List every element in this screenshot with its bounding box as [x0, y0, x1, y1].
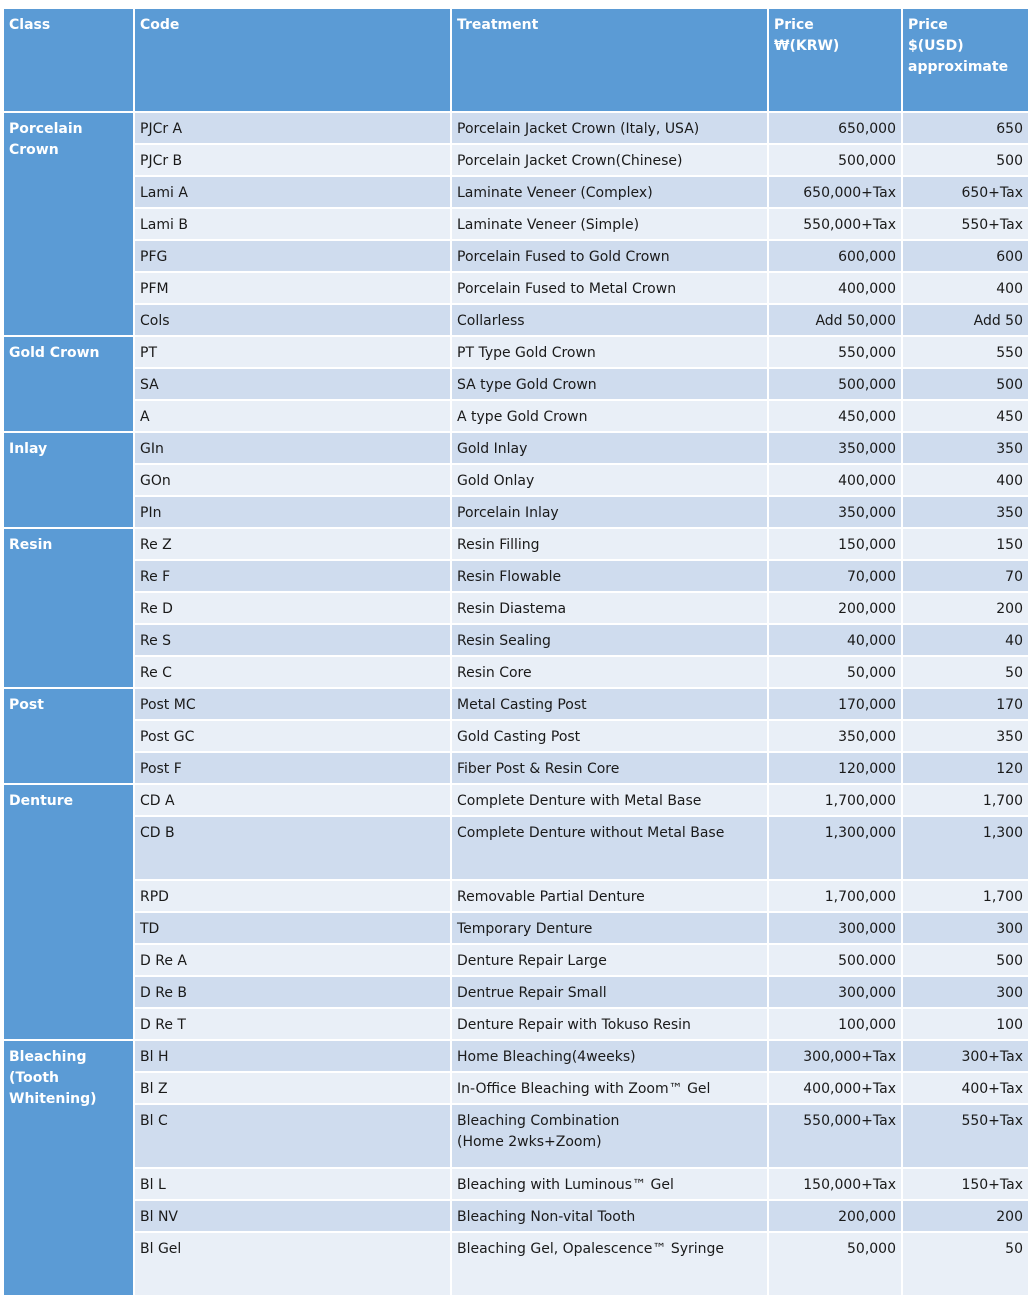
treatment-cell: Dentrue Repair Small [451, 976, 768, 1008]
header-class: Class [3, 8, 134, 112]
header-price-usd: Price $(USD) approximate [902, 8, 1029, 112]
table-row [3, 560, 1029, 592]
price-krw-cell: 350,000 [768, 432, 902, 464]
price-krw-cell: 650,000+Tax [768, 176, 902, 208]
price-krw-cell: 120,000 [768, 752, 902, 784]
price-krw-cell: 170,000 [768, 688, 902, 720]
price-krw-cell: 500,000 [768, 144, 902, 176]
price-usd-cell: 400 [902, 272, 1029, 304]
price-krw-cell: 40,000 [768, 624, 902, 656]
price-krw-cell: 400,000 [768, 464, 902, 496]
code-cell: GOn [134, 464, 451, 496]
treatment-cell: Bleaching with Luminous™ Gel [451, 1168, 768, 1200]
price-usd-cell: 350 [902, 496, 1029, 528]
code-cell: Post MC [134, 688, 451, 720]
table-row [3, 720, 1029, 752]
header-row [3, 8, 1029, 112]
table-row [3, 688, 1029, 720]
table-row [3, 400, 1029, 432]
treatment-cell: Porcelain Jacket Crown(Chinese) [451, 144, 768, 176]
table-row [3, 240, 1029, 272]
treatment-cell: Gold Casting Post [451, 720, 768, 752]
treatment-cell: Porcelain Jacket Crown (Italy, USA) [451, 112, 768, 144]
price-usd-cell: 300+Tax [902, 1040, 1029, 1072]
price-usd-cell: 300 [902, 976, 1029, 1008]
code-cell: SA [134, 368, 451, 400]
price-usd-cell: 350 [902, 720, 1029, 752]
table-row [3, 144, 1029, 176]
price-usd-cell: 200 [902, 592, 1029, 624]
price-krw-cell: 300,000 [768, 976, 902, 1008]
price-usd-cell: 1,700 [902, 784, 1029, 816]
code-cell: Cols [134, 304, 451, 336]
table-row [3, 176, 1029, 208]
price-krw-cell: 350,000 [768, 496, 902, 528]
table-row [3, 432, 1029, 464]
table-row [3, 592, 1029, 624]
price-usd-cell: 40 [902, 624, 1029, 656]
table-row [3, 1104, 1029, 1168]
table-row [3, 1008, 1029, 1040]
price-usd-cell: 500 [902, 368, 1029, 400]
treatment-cell: Bleaching Gel, Opalescence™ Syringe [451, 1232, 768, 1296]
price-usd-cell: 550+Tax [902, 208, 1029, 240]
price-krw-cell: 70,000 [768, 560, 902, 592]
price-krw-cell: 600,000 [768, 240, 902, 272]
price-krw-cell: 50,000 [768, 656, 902, 688]
price-usd-cell: 70 [902, 560, 1029, 592]
header-code: Code [134, 8, 451, 112]
table-row [3, 1072, 1029, 1104]
price-krw-cell: 200,000 [768, 1200, 902, 1232]
price-usd-cell: 350 [902, 432, 1029, 464]
treatment-cell: Gold Inlay [451, 432, 768, 464]
table-row [3, 1232, 1029, 1296]
class-cell: Resin [3, 528, 134, 688]
code-cell: D Re T [134, 1008, 451, 1040]
table-row [3, 1168, 1029, 1200]
header-treatment: Treatment [451, 8, 768, 112]
code-cell: PJCr B [134, 144, 451, 176]
code-cell: Bl Gel [134, 1232, 451, 1296]
price-usd-cell: 400+Tax [902, 1072, 1029, 1104]
code-cell: Re C [134, 656, 451, 688]
table-row [3, 336, 1029, 368]
treatment-cell: Resin Filling [451, 528, 768, 560]
table-row [3, 496, 1029, 528]
price-krw-cell: 1,700,000 [768, 880, 902, 912]
price-usd-cell: 550+Tax [902, 1104, 1029, 1168]
table-row [3, 1200, 1029, 1232]
price-krw-cell: 150,000 [768, 528, 902, 560]
price-usd-cell: 1,700 [902, 880, 1029, 912]
class-cell: Gold Crown [3, 336, 134, 432]
code-cell: TD [134, 912, 451, 944]
code-cell: Post GC [134, 720, 451, 752]
header-price-krw: Price ₩(KRW) [768, 8, 902, 112]
code-cell: Bl L [134, 1168, 451, 1200]
table-row [3, 368, 1029, 400]
treatment-cell: Complete Denture with Metal Base [451, 784, 768, 816]
treatment-cell: Porcelain Inlay [451, 496, 768, 528]
treatment-cell: Resin Flowable [451, 560, 768, 592]
class-cell: Post [3, 688, 134, 784]
table-row [3, 816, 1029, 880]
treatment-cell: Bleaching Combination (Home 2wks+Zoom) [451, 1104, 768, 1168]
price-usd-cell: 650+Tax [902, 176, 1029, 208]
table-row [3, 912, 1029, 944]
code-cell: Lami A [134, 176, 451, 208]
class-cell: Inlay [3, 432, 134, 528]
price-krw-cell: 550,000+Tax [768, 208, 902, 240]
price-krw-cell: 400,000+Tax [768, 1072, 902, 1104]
table-row [3, 944, 1029, 976]
price-usd-cell: 550 [902, 336, 1029, 368]
price-krw-cell: 300,000+Tax [768, 1040, 902, 1072]
price-krw-cell: 550,000+Tax [768, 1104, 902, 1168]
price-krw-cell: 650,000 [768, 112, 902, 144]
code-cell: Lami B [134, 208, 451, 240]
table-row [3, 976, 1029, 1008]
class-cell: Porcelain Crown [3, 112, 134, 336]
price-table-container [2, 7, 1028, 1297]
code-cell: Re S [134, 624, 451, 656]
table-row [3, 464, 1029, 496]
code-cell: PFG [134, 240, 451, 272]
treatment-cell: Temporary Denture [451, 912, 768, 944]
code-cell: GIn [134, 432, 451, 464]
code-cell: Bl Z [134, 1072, 451, 1104]
price-krw-cell: 1,700,000 [768, 784, 902, 816]
price-usd-cell: 120 [902, 752, 1029, 784]
treatment-cell: Denture Repair with Tokuso Resin [451, 1008, 768, 1040]
code-cell: D Re A [134, 944, 451, 976]
price-usd-cell: 450 [902, 400, 1029, 432]
price-usd-cell: 200 [902, 1200, 1029, 1232]
code-cell: D Re B [134, 976, 451, 1008]
price-usd-cell: 50 [902, 656, 1029, 688]
price-krw-cell: 200,000 [768, 592, 902, 624]
price-krw-cell: 300,000 [768, 912, 902, 944]
price-krw-cell: 550,000 [768, 336, 902, 368]
price-krw-cell: 500.000 [768, 944, 902, 976]
treatment-cell: Porcelain Fused to Metal Crown [451, 272, 768, 304]
treatment-cell: Resin Core [451, 656, 768, 688]
treatment-cell: Removable Partial Denture [451, 880, 768, 912]
price-krw-cell: 350,000 [768, 720, 902, 752]
table-row [3, 784, 1029, 816]
price-krw-cell: 100,000 [768, 1008, 902, 1040]
price-krw-cell: 150,000+Tax [768, 1168, 902, 1200]
price-usd-cell: 170 [902, 688, 1029, 720]
price-usd-cell: Add 50 [902, 304, 1029, 336]
code-cell: Bl NV [134, 1200, 451, 1232]
price-krw-cell: 50,000 [768, 1232, 902, 1296]
code-cell: RPD [134, 880, 451, 912]
class-cell: Bleaching (Tooth Whitening) [3, 1040, 134, 1296]
code-cell: Re Z [134, 528, 451, 560]
treatment-cell: Complete Denture without Metal Base [451, 816, 768, 880]
treatment-cell: Resin Sealing [451, 624, 768, 656]
treatment-cell: PT Type Gold Crown [451, 336, 768, 368]
dental-price-table [2, 7, 1030, 1297]
treatment-cell: Bleaching Non-vital Tooth [451, 1200, 768, 1232]
code-cell: Re F [134, 560, 451, 592]
table-header [3, 8, 1029, 112]
code-cell: Re D [134, 592, 451, 624]
treatment-cell: Home Bleaching(4weeks) [451, 1040, 768, 1072]
code-cell: Post F [134, 752, 451, 784]
treatment-cell: A type Gold Crown [451, 400, 768, 432]
price-usd-cell: 600 [902, 240, 1029, 272]
table-row [3, 1040, 1029, 1072]
treatment-cell: Denture Repair Large [451, 944, 768, 976]
table-row [3, 528, 1029, 560]
price-krw-cell: Add 50,000 [768, 304, 902, 336]
treatment-cell: Fiber Post & Resin Core [451, 752, 768, 784]
price-usd-cell: 100 [902, 1008, 1029, 1040]
price-usd-cell: 1,300 [902, 816, 1029, 880]
price-krw-cell: 500,000 [768, 368, 902, 400]
code-cell: Bl C [134, 1104, 451, 1168]
price-usd-cell: 400 [902, 464, 1029, 496]
price-krw-cell: 1,300,000 [768, 816, 902, 880]
price-krw-cell: 450,000 [768, 400, 902, 432]
code-cell: PJCr A [134, 112, 451, 144]
price-usd-cell: 650 [902, 112, 1029, 144]
table-row [3, 880, 1029, 912]
treatment-cell: In-Office Bleaching with Zoom™ Gel [451, 1072, 768, 1104]
table-row [3, 624, 1029, 656]
price-krw-cell: 400,000 [768, 272, 902, 304]
treatment-cell: SA type Gold Crown [451, 368, 768, 400]
treatment-cell: Laminate Veneer (Complex) [451, 176, 768, 208]
treatment-cell: Collarless [451, 304, 768, 336]
price-usd-cell: 500 [902, 944, 1029, 976]
table-row [3, 752, 1029, 784]
code-cell: CD B [134, 816, 451, 880]
price-usd-cell: 150 [902, 528, 1029, 560]
price-usd-cell: 300 [902, 912, 1029, 944]
price-usd-cell: 150+Tax [902, 1168, 1029, 1200]
table-row [3, 208, 1029, 240]
treatment-cell: Porcelain Fused to Gold Crown [451, 240, 768, 272]
table-row [3, 304, 1029, 336]
treatment-cell: Resin Diastema [451, 592, 768, 624]
code-cell: CD A [134, 784, 451, 816]
table-body [3, 112, 1029, 1296]
code-cell: Bl H [134, 1040, 451, 1072]
treatment-cell: Gold Onlay [451, 464, 768, 496]
code-cell: A [134, 400, 451, 432]
class-cell: Denture [3, 784, 134, 1040]
table-row [3, 272, 1029, 304]
code-cell: PFM [134, 272, 451, 304]
table-row [3, 656, 1029, 688]
price-usd-cell: 50 [902, 1232, 1029, 1296]
treatment-cell: Laminate Veneer (Simple) [451, 208, 768, 240]
code-cell: PT [134, 336, 451, 368]
treatment-cell: Metal Casting Post [451, 688, 768, 720]
code-cell: PIn [134, 496, 451, 528]
price-usd-cell: 500 [902, 144, 1029, 176]
table-row [3, 112, 1029, 144]
